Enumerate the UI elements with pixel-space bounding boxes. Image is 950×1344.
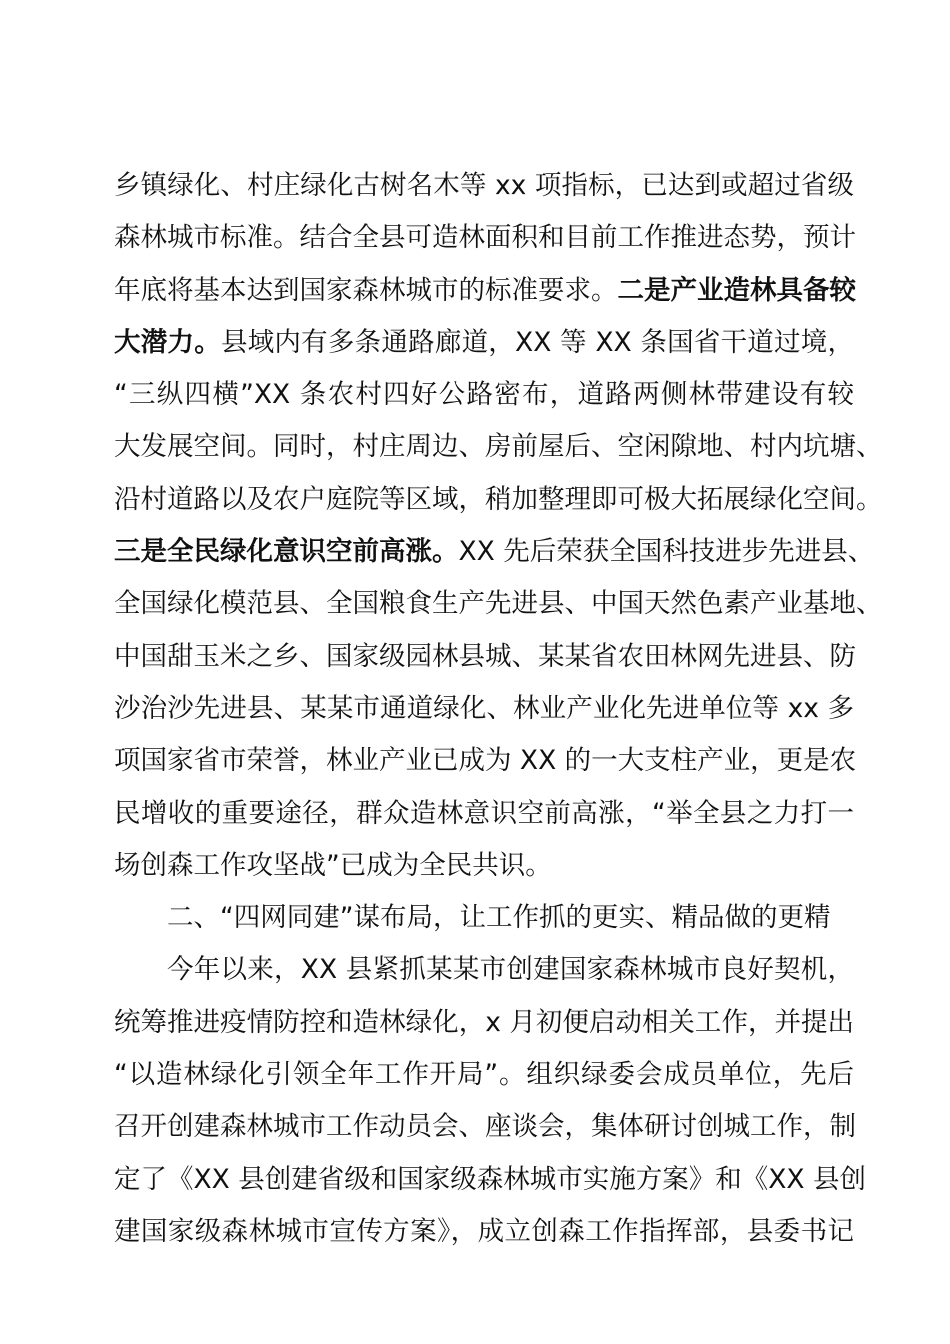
text-line bbox=[114, 840, 854, 892]
text-segment: 年底将基本达到国家森林城市的标准要求。 bbox=[114, 274, 618, 306]
text-segment: 统筹推进疫情防控和造林绿化，x 月初便启动相关工作，并提出 bbox=[114, 1006, 854, 1038]
text-segment: 场创森工作攻坚战”已成为全民共识。 bbox=[114, 849, 552, 881]
text-line bbox=[114, 788, 854, 840]
text-line bbox=[114, 735, 857, 787]
text-line bbox=[114, 997, 854, 1049]
text-segment: 全国绿化模范县、全国粮食生产先进县、中国天然色素产业基地、 bbox=[114, 588, 883, 620]
text-segment: 二、“四网同建”谋布局，让工作抓的更实、精品做的更精 bbox=[167, 902, 831, 934]
text-line bbox=[114, 317, 854, 369]
text-line bbox=[114, 578, 883, 630]
text-line bbox=[114, 892, 854, 944]
text-segment: 项国家省市荣誉，林业产业已成为 XX 的一大支柱产业，更是农 bbox=[114, 745, 857, 777]
text-segment: 中国甜玉米之乡、国家级园林县城、某某省农田林网先进县、防 bbox=[114, 640, 856, 672]
text-line bbox=[114, 369, 854, 421]
text-segment: XX 先后荣获全国科技进步先进县、 bbox=[458, 536, 875, 568]
text-segment: 建国家级森林城市宣传方案》，成立创森工作指挥部，县委书记 bbox=[114, 1215, 854, 1247]
text-line bbox=[114, 631, 854, 683]
text-line bbox=[114, 421, 883, 473]
text-line bbox=[114, 526, 875, 578]
document-body bbox=[114, 160, 883, 1258]
text-segment: 沙治沙先进县、某某市通道绿化、林业产业化先进单位等 xx 多 bbox=[114, 692, 854, 724]
text-segment: 县域内有多条通路廊道，XX 等 XX 条国省干道过境， bbox=[220, 326, 855, 358]
text-segment: 森林城市标准。结合全县可造林面积和目前工作推进态势，预计 bbox=[114, 222, 856, 254]
text-line bbox=[114, 944, 854, 996]
bold-text-segment: 三是全民绿化意识空前高涨。 bbox=[114, 536, 459, 568]
text-line bbox=[114, 1154, 866, 1206]
text-segment: 今年以来，XX 县紧抓某某市创建国家森林城市良好契机， bbox=[167, 954, 854, 986]
text-line bbox=[114, 265, 854, 317]
text-segment: 定了《XX 县创建省级和国家级森林城市实施方案》和《XX 县创 bbox=[114, 1163, 866, 1195]
text-segment: 大发展空间。同时，村庄周边、房前屋后、空闲隙地、村内坑塘、 bbox=[114, 431, 883, 463]
text-line bbox=[114, 474, 883, 526]
text-segment: “以造林绿化引领全年工作开局”。组织绿委会成员单位，先后 bbox=[114, 1059, 854, 1091]
text-segment: 沿村道路以及农户庭院等区域，稍加整理即可极大拓展绿化空间。 bbox=[114, 483, 883, 515]
text-line bbox=[114, 1206, 854, 1258]
text-line bbox=[114, 683, 854, 735]
text-line bbox=[114, 212, 854, 264]
text-segment: 召开创建森林城市工作动员会、座谈会，集体研讨创城工作，制 bbox=[114, 1111, 856, 1143]
bold-text-segment: 大潜力。 bbox=[114, 326, 221, 358]
text-segment: 民增收的重要途径，群众造林意识空前高涨，“举全县之力打一 bbox=[114, 797, 854, 829]
text-segment: “三纵四横”XX 条农村四好公路密布，道路两侧林带建设有较 bbox=[114, 379, 854, 411]
bold-text-segment: 二是产业造林具备较 bbox=[617, 274, 856, 306]
text-segment: 乡镇绿化、村庄绿化古树名木等 xx 项指标，已达到或超过省级 bbox=[114, 170, 854, 201]
text-line bbox=[114, 1101, 854, 1153]
text-line bbox=[114, 160, 854, 212]
text-line bbox=[114, 1049, 854, 1101]
